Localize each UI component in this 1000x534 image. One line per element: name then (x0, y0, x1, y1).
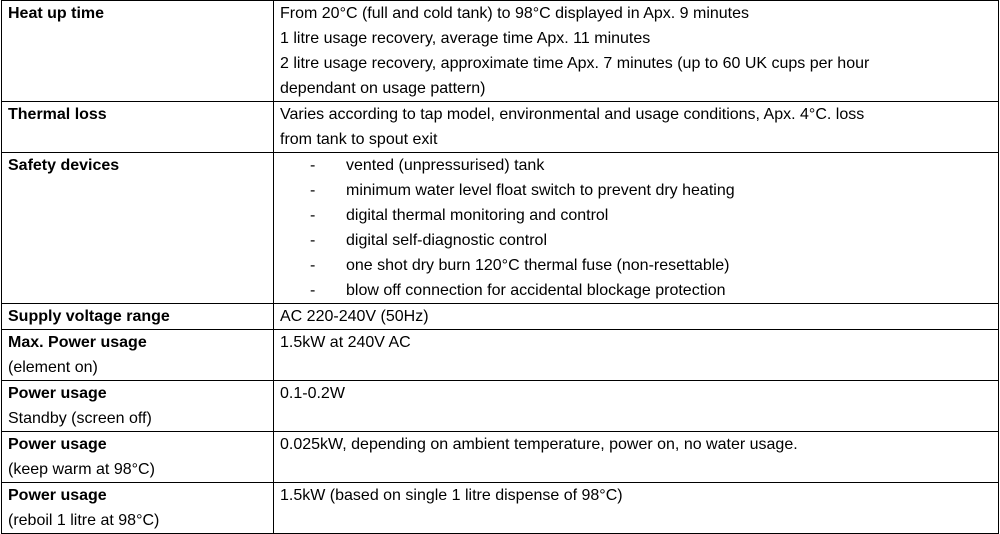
value-line: AC 220-240V (50Hz) (280, 308, 429, 325)
row-value-cell (274, 381, 999, 432)
list-item (310, 153, 992, 178)
row-value-cell (274, 1, 999, 102)
bullet-dash: - (310, 157, 316, 174)
value-line: from tank to spout exit (280, 131, 438, 148)
row-sublabel: Standby (screen off) (8, 410, 152, 427)
bullet-dash: - (310, 257, 316, 274)
value-line: 1.5kW at 240V AC (280, 334, 411, 351)
value-line: 0.025kW, depending on ambient temperature, power on, no water usage. (280, 436, 798, 453)
table-row-thermal-loss (2, 102, 999, 153)
row-label-cell (2, 1, 274, 102)
bullet-dash: - (310, 207, 316, 224)
row-value-cell (274, 432, 999, 483)
value-line: 0.1-0.2W (280, 385, 345, 402)
value-line: 1.5kW (based on single 1 litre dispense of 98°C) (280, 487, 623, 504)
value-line: dependant on usage pattern) (280, 80, 486, 97)
list-item (310, 203, 992, 228)
value-line: 2 litre usage recovery, approximate time Apx. 7 minutes (up to 60 UK cups per hour (280, 55, 870, 72)
row-sublabel: (reboil 1 litre at 98°C) (8, 512, 160, 529)
row-label-cell (2, 102, 274, 153)
list-item-text: vented (unpressurised) tank (346, 157, 545, 174)
value-line: From 20°C (full and cold tank) to 98°C displayed in Apx. 9 minutes (280, 5, 750, 22)
safety-device-list (280, 153, 992, 303)
spec-table (1, 0, 999, 534)
list-item-text: blow off connection for accidental blockage protection (346, 282, 726, 299)
row-label: Supply voltage range (8, 308, 170, 325)
row-label-cell (2, 381, 274, 432)
row-label: Power usage (8, 487, 107, 504)
value-line: 1 litre usage recovery, average time Apx. 11 minutes (280, 30, 651, 47)
table-row-safety-devices (2, 153, 999, 304)
row-label: Max. Power usage (8, 334, 147, 351)
bullet-dash: - (310, 232, 316, 249)
row-value-cell (274, 102, 999, 153)
bullet-dash: - (310, 182, 316, 199)
table-row-max-power (2, 330, 999, 381)
row-label: Power usage (8, 436, 107, 453)
row-label-cell (2, 304, 274, 330)
list-item (310, 178, 992, 203)
table-row-standby-power (2, 381, 999, 432)
list-item-text: digital self-diagnostic control (346, 232, 547, 249)
row-label: Thermal loss (8, 106, 107, 123)
list-item (310, 228, 992, 253)
row-label-cell (2, 153, 274, 304)
list-item-text: minimum water level float switch to prevent dry heating (346, 182, 735, 199)
list-item (310, 253, 992, 278)
row-value-cell (274, 330, 999, 381)
row-label: Heat up time (8, 5, 105, 22)
row-label: Power usage (8, 385, 107, 402)
row-value-cell (274, 304, 999, 330)
row-value-cell (274, 153, 999, 304)
row-sublabel: (element on) (8, 359, 98, 376)
list-item-text: digital thermal monitoring and control (346, 207, 609, 224)
list-item-text: one shot dry burn 120°C thermal fuse (non-resettable) (346, 257, 730, 274)
table-row-supply-voltage (2, 304, 999, 330)
list-item (310, 278, 992, 303)
row-label: Safety devices (8, 157, 120, 174)
row-label-cell (2, 330, 274, 381)
value-line: Varies according to tap model, environmental and usage conditions, Apx. 4°C. loss (280, 106, 865, 123)
table-row-heat-up-time (2, 1, 999, 102)
table-row-keep-warm-power (2, 432, 999, 483)
row-label-cell (2, 432, 274, 483)
row-sublabel: (keep warm at 98°C) (8, 461, 155, 478)
bullet-dash: - (310, 282, 316, 299)
